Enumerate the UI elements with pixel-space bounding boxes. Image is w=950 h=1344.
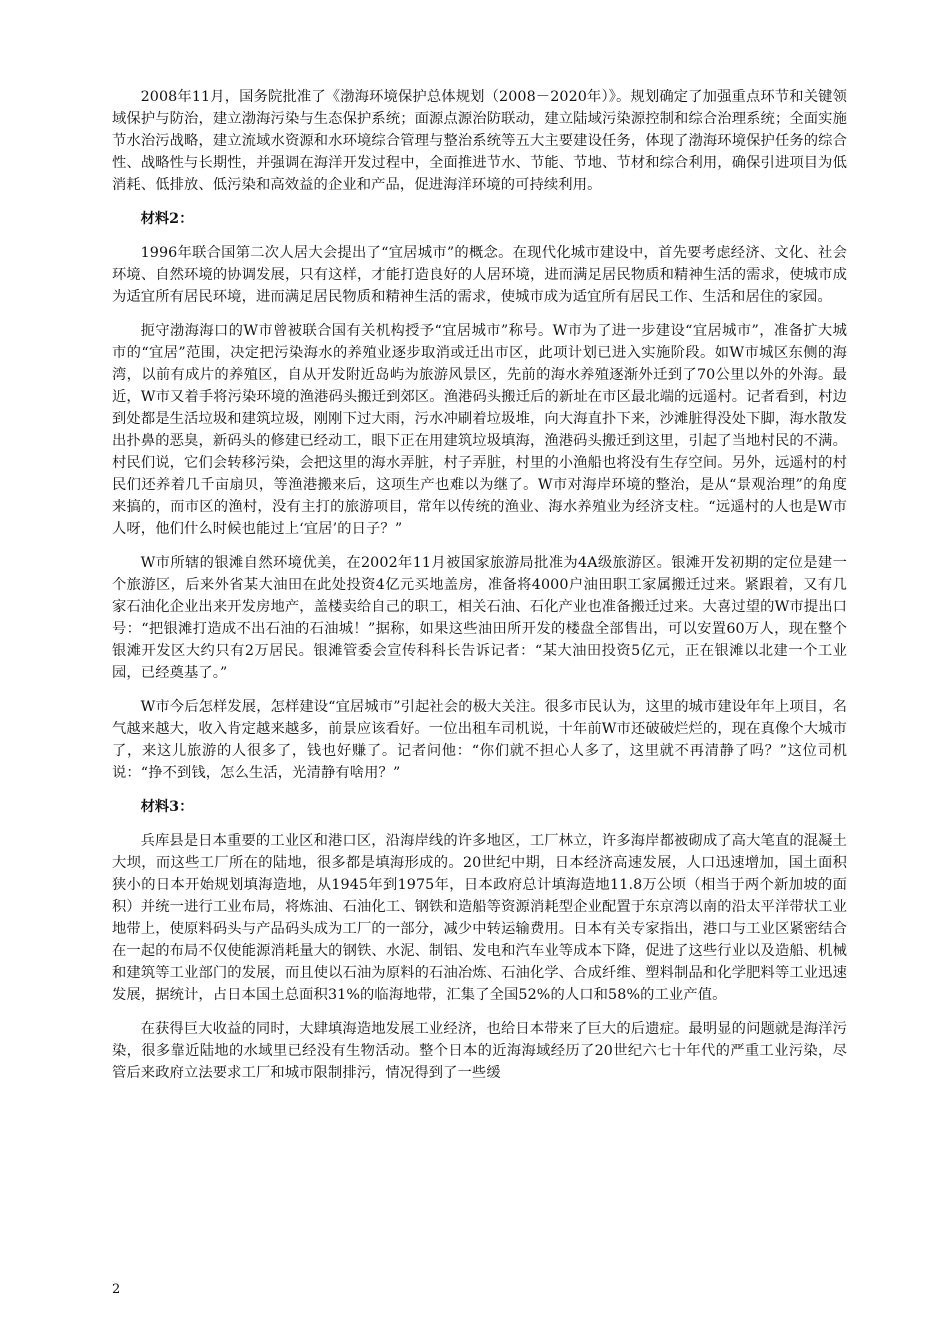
heading-material-3: 材料3： <box>140 799 194 815</box>
document-body <box>112 86 847 1096</box>
paragraph-w-city-relocation: 扼守渤海海口的W市曾被联合国有关机构授予“宜居城市”称号。W市为了进一步建设“宜居城市”，准备扩大城市的“宜居”范围，决定把污染海水的养殖业逐步取消或迁出市区，此项计划已进入实施阶段。如W市城区东侧的海湾，以前有成片的养殖区，自从开发附近岛屿为旅游风景区，先前的海水养殖逐渐外迁到了70公里以外的外海。最近，W市又着手将污染环境的渔港码头搬迁到郊区。渔港码头搬迁后的新址在市区最北端的远遥村。记者看到，村边到处都是生活垃圾和建筑垃圾，刚刚下过大雨，污水冲刷着垃圾堆，向大海直扑下来，沙滩脏得没处下脚，海水散发出扑鼻的恶臭，新码头的修建已经动工，眼下正在用建筑垃圾填海，渔港码头搬迁到这里，引起了当地村民的不满。村民们说，它们会转移污染，会把这里的海水弄脏，村子弄脏，村里的小渔船也将没有生存空间。另外，远遥村的村民们还养着几千亩扇贝，等渔港搬来后，这项生产也难以为继了。W市对海岸环境的整治，是从“景观治理”的角度来搞的，而市区的渔村，没有主打的旅游项目，常年以传统的渔业、海水养殖业为经济支柱。“远遥村的人也是W市人呀，他们什么时候也能过上‘宜居’的日子？” <box>112 323 847 537</box>
paragraph-w-city-future: W市今后怎样发展，怎样建设“宜居城市”引起社会的极大关注。很多市民认为，这里的城市建设年年上项目，名气越来越大，收入肯定越来越多，前景应该看好。一位出租车司机说，十年前W市还破破烂烂的，现在真像个大城市了，来这儿旅游的人很多了，钱也好赚了。记者问他：“你们就不担心人多了，这里就不再清静了吗？”这位司机说：“挣不到钱，怎么生活，光清静有啥用？” <box>112 699 847 781</box>
paragraph-plan: 2008年11月，国务院批准了《渤海环境保护总体规划（2008－2020年）》。规划确定了加强重点环节和关键领域保护与防治，建立渤海污染与生态保护系统；面源点源治防联动，建立陆域污染源控制和综合治理系统；全面实施节水治污战略，建立流域水资源和水环境综合管理与整治系统等五大主要建设任务，体现了渤海环境保护任务的综合性、战略性与长期性，并强调在海洋开发过程中，全面推进节水、节能、节地、节材和综合利用，确保引进项目为低消耗、低排放、低污染和高效益的企业和产品，促进海洋环境的可持续利用。 <box>112 89 847 193</box>
page-number: 2 <box>112 1282 121 1297</box>
paragraph-livable-city-concept: 1996年联合国第二次人居大会提出了“宜居城市”的概念。在现代化城市建设中，首先要考虑经济、文化、社会环境、自然环境的协调发展，只有这样，才能打造良好的人居环境，进而满足居民物质和精神生活的需求，使城市成为适宜所有居民环境，进而满足居民物质和精神生活的需求，使城市成为适宜所有居民工作、生活和居住的家园。 <box>112 245 847 305</box>
heading-material-2: 材料2： <box>140 211 194 227</box>
paragraph-silver-beach: W市所辖的银滩自然环境优美，在2002年11月被国家旅游局批准为4A级旅游区。银滩开发初期的定位是建一个旅游区，后来外省某大油田在此处投资4亿元买地盖房，准备将4000户油田职工家属搬迁过来。紧跟着，又有几家石油化企业出来开发房地产，盖楼卖给自己的职工，相关石油、石化产业也准备搬迁过来。大喜过望的W市提出口号：“把银滩打造成不出石油的石油城！”据称，如果这些油田所开发的楼盘全部售出，可以安置60万人，现在整个银滩开发区大约只有2万居民。银滩管委会宣传科科长告诉记者：“某大油田投资5亿元，正在银滩以北建一个工业园，已经奠基了。” <box>112 555 847 681</box>
paragraph-japan-pollution: 在获得巨大收益的同时，大肆填海造地发展工业经济，也给日本带来了巨大的后遗症。最明显的问题就是海洋污染，很多靠近陆地的水域里已经没有生物活动。整个日本的近海海域经历了20世纪六七十年代的严重工业污染，尽管后来政府立法要求工厂和城市限制排污，情况得到了一些缓 <box>112 1021 847 1081</box>
paragraph-hyogo-industry: 兵库县是日本重要的工业区和港口区，沿海岸线的许多地区，工厂林立，许多海岸都被砌成了高大笔直的混凝土大坝，而这些工厂所在的陆地，很多都是填海形成的。20世纪中期，日本经济高速发展，人口迅速增加，国土面积狭小的日本开始规划填海造地，从1945年到1975年，日本政府总计填海造地11.8万公顷（相当于两个新加坡的面积）并统一进行工业布局，将炼油、石油化工、钢铁和造船等资源消耗型企业配置于东京湾以南的沿太平洋带状工业地带上，使原料码头与产品码头成为工厂的一部分，减少中转运输费用。日本有关专家指出，港口与工业区紧密结合在一起的布局不仅使能源消耗量大的钢铁、水泥、制铝、发电和汽车业等成本下降，促进了这些行业以及造船、机械和建筑等工业部门的发展，而且使以石油为原料的石油冶炼、石油化学、合成纤维、塑料制品和化学肥料等工业迅速发展，据统计，占日本国土总面积31%的临海地带，汇集了全国52%的人口和58%的工业产值。 <box>112 833 847 1003</box>
